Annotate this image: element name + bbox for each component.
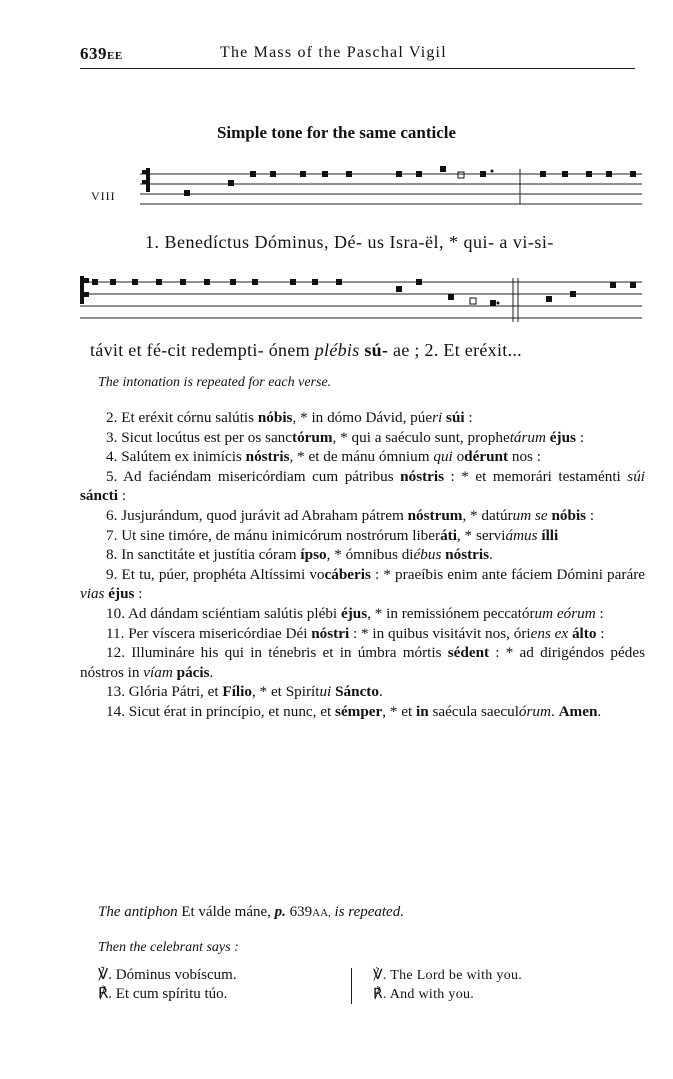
chant-notes-line-2 — [80, 276, 636, 306]
verse-2: 2. Et eréxit córnu salútis nóbis, * in dómo Dávid, púeri súi : — [106, 409, 473, 426]
verse-7: 7. Ut sine timóre, de mánu inimicórum nostrórum liberáti, * serviámus ílli — [106, 526, 559, 544]
chant-mode: VIII — [91, 189, 116, 203]
verse-13: 13. Glória Pátri, et Fílio, * et Spirítui Sáncto. — [106, 683, 383, 701]
english-versicle: ℣. The Lord be with you. — [373, 968, 523, 983]
section-title: Simple tone for the same canticle — [216, 123, 457, 142]
page-number: 639EE — [80, 44, 123, 63]
chant-staff-2 — [80, 270, 642, 326]
chant-notes-line-1 — [142, 166, 636, 196]
celebrant-rubric: Then the celebrant says : — [98, 940, 239, 955]
verse-14: 14. Sicut érat in princípio, et nunc, et sémper, * et in saécula saeculórum. Amen. — [106, 702, 602, 720]
chant-lyric-line-2: távit et fé-cit redempti- ónem plébis sú- ae ; 2. Et eréxit... — [90, 340, 522, 360]
verse-3: 3. Sicut locútus est per os sanctórum, * qui a saéculo sunt, prophetárum éjus : — [106, 428, 584, 446]
verse-12: 12. Illumináre his qui in ténebris et in úmbra mórtis sédent : * ad dirigéndos pédes nóstros in víam pácis. — [80, 644, 645, 681]
column-divider — [351, 968, 352, 1004]
verse-10: 10. Ad dándam sciéntiam salútis plébi éjus, * in remissiónem peccatórum eórum : — [106, 604, 604, 622]
english-response: ℟. And with you. — [373, 987, 475, 1002]
latin-response: ℟. Et cum spíritu túo. — [98, 986, 228, 1002]
verse-4: 4. Salútem ex inimícis nóstris, * et de mánu ómnium qui odérunt nos : — [106, 448, 541, 466]
responses-latin — [98, 966, 237, 1004]
chant-staff-1 — [140, 160, 642, 208]
chant-lyric-line-1: 1. Benedíctus Dóminus, Dé- us Isra-ël, * qui- a vi-si- — [145, 232, 554, 252]
latin-versicle: ℣. Dóminus vobíscum. — [98, 967, 237, 983]
responses-english — [373, 966, 522, 1004]
header-rule — [80, 68, 635, 69]
antiphon-rubric: The antiphon Et válde máne, p. 639AA, is repeated. — [98, 904, 404, 920]
verse-5: 5. Ad faciéndam misericórdiam cum pátribus nóstris : * et memorári testaménti súi sáncti : — [80, 467, 646, 505]
running-title: The Mass of the Paschal Vigil — [220, 44, 447, 61]
verse-8: 8. In sanctitáte et justítia córam ípso, * ómnibus diébus nóstris. — [106, 546, 493, 564]
verse-11: 11. Per víscera misericórdiae Déi nóstri : * in quibus visitávit nos, óriens ex álto : — [106, 624, 605, 642]
verse-6: 6. Jusjurándum, quod jurávit ad Abraham pátrem nóstrum, * datúrum se nóbis : — [106, 506, 595, 524]
canticle-verses — [80, 408, 645, 722]
verse-9: 9. Et tu, púer, prophéta Altíssimi vocáberis : * praeíbis enim ante fáciem Dómini paráre vias éjus : — [80, 565, 645, 603]
page-number-suffix: EE — [107, 50, 123, 62]
rubric-intonation: The intonation is repeated for each verse. — [98, 375, 332, 390]
